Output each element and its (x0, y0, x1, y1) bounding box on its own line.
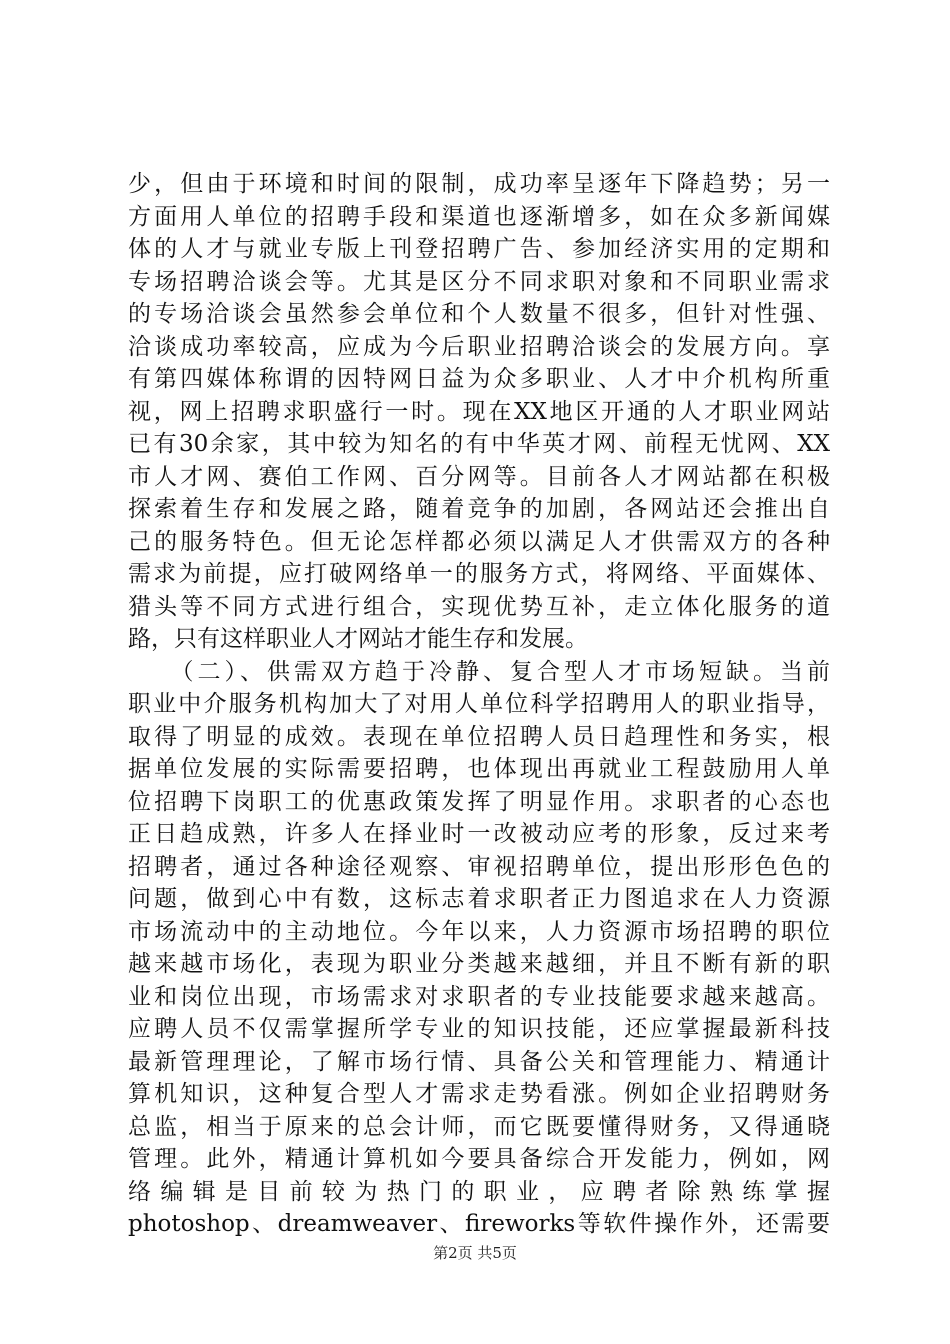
body-text (128, 168, 830, 1241)
text-line: 络编辑是目前较为热门的职业，应聘者除熟练掌握 (128, 1178, 830, 1205)
text-line: 最新管理理论，了解市场行情、具备公关和管理能力、精通计 (128, 1048, 830, 1075)
text-line: 管理。此外，精通计算机如今要具备综合开发能力，例如，网 (128, 1146, 830, 1172)
text-line: 职业中介服务机构加大了对用人单位科学招聘用人的职业指导， (128, 691, 830, 717)
text-line: 正日趋成熟，许多人在择业时一改被动应考的形象，反过来考 (128, 821, 830, 847)
text-line: 体的人才与就业专版上刊登招聘广告、参加经济实用的定期和 (128, 236, 830, 262)
text-line: 市场流动中的主动地位。今年以来，人力资源市场招聘的职位 (128, 918, 830, 945)
text-line-paragraph-end: 路，只有这样职业人才网站才能生存和发展。 (128, 626, 588, 652)
text-line: 问题，做到心中有数，这标志着求职者正力图追求在人力资源 (128, 886, 830, 912)
text-line: 已有30余家，其中较为知名的有中华英才网、前程无忧网、XX (128, 431, 830, 457)
text-line: 需求为前提，应打破网络单一的服务方式，将网络、平面媒体、 (128, 561, 830, 587)
text-line: 有第四媒体称谓的因特网日益为众多职业、人才中介机构所重 (128, 366, 830, 392)
text-line: 取得了明显的成效。表现在单位招聘人员日趋理性和务实，根 (128, 723, 830, 750)
text-line: 应聘人员不仅需掌握所学专业的知识技能，还应掌握最新科技 (128, 1016, 830, 1042)
text-line: 位招聘下岗职工的优惠政策发挥了明显作用。求职者的心态也 (128, 788, 830, 815)
text-line: 方面用人单位的招聘手段和渠道也逐渐增多，如在众多新闻媒 (128, 203, 830, 230)
text-line: photoshop、dreamweaver、fireworks等软件操作外，还需要 (128, 1211, 830, 1237)
text-line: 猎头等不同方式进行组合，实现优势互补，走立体化服务的道 (128, 593, 830, 620)
text-line-paragraph-start: （二）、供需双方趋于冷静、复合型人才市场短缺。当前 (128, 658, 830, 685)
text-line: 总监，相当于原来的总会计师，而它既要懂得财务，又得通晓 (128, 1113, 830, 1140)
text-line: 越来越市场化，表现为职业分类越来越细，并且不断有新的职 (128, 951, 830, 977)
text-line: 算机知识，这种复合型人才需求走势看涨。例如企业招聘财务 (128, 1081, 830, 1107)
text-line: 业和岗位出现，市场需求对求职者的专业技能要求越来越高。 (128, 983, 830, 1010)
text-line: 招聘者，通过各种途径观察、审视招聘单位，提出形形色色的 (128, 853, 830, 880)
text-line: 市人才网、赛伯工作网、百分网等。目前各人才网站都在积极 (128, 463, 830, 490)
text-line: 据单位发展的实际需要招聘，也体现出再就业工程鼓励用人单 (128, 756, 830, 782)
page-number-footer: 第2页 共5页 (433, 1244, 517, 1262)
text-line: 洽谈成功率较高，应成为今后职业招聘洽谈会的发展方向。享 (128, 333, 830, 360)
text-line: 专场招聘洽谈会等。尤其是区分不同求职对象和不同职业需求 (128, 268, 830, 295)
text-line: 少，但由于环境和时间的限制，成功率呈逐年下降趋势；另一 (128, 171, 830, 197)
text-line: 的专场洽谈会虽然参会单位和个人数量不很多，但针对性强、 (128, 301, 830, 327)
text-line: 视，网上招聘求职盛行一时。现在XX地区开通的人才职业网站 (128, 398, 830, 425)
text-line: 己的服务特色。但无论怎样都必须以满足人才供需双方的各种 (128, 528, 830, 555)
text-line: 探索着生存和发展之路，随着竞争的加剧，各网站还会推出自 (128, 496, 830, 522)
